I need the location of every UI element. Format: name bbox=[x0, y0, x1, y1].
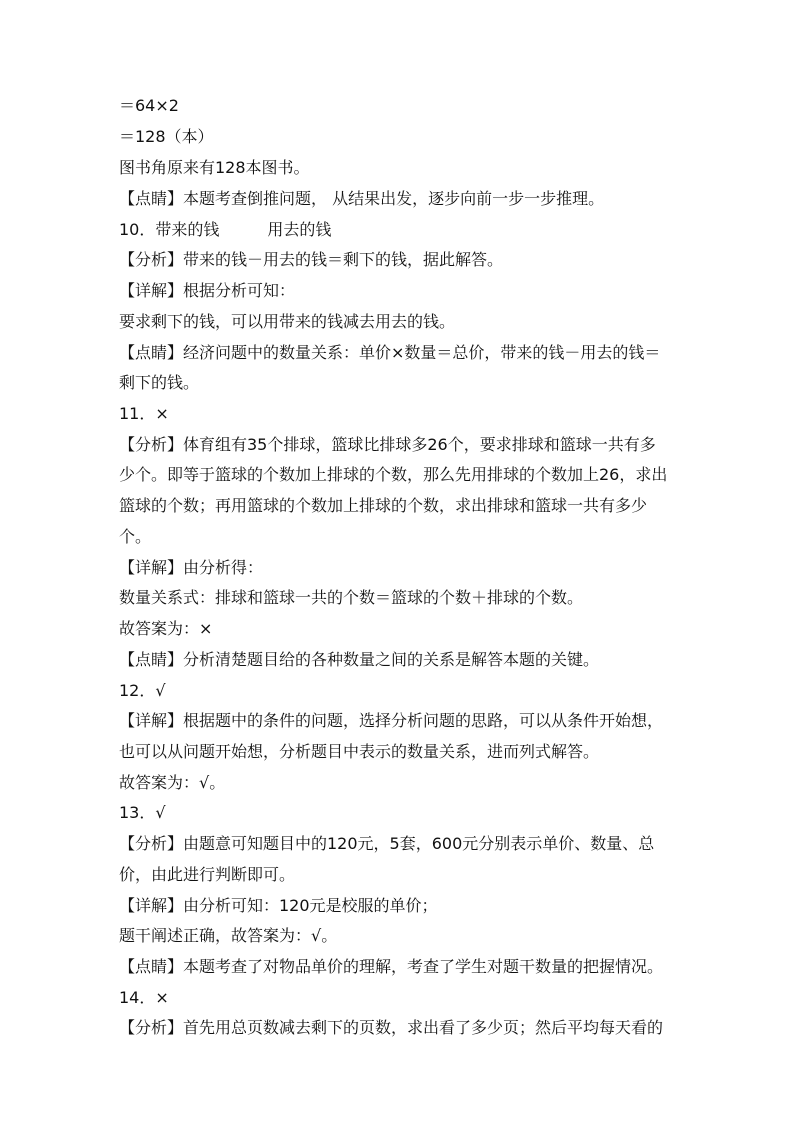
text-line: 也可以从问题开始想，分析题目中表示的数量关系，进而列式解答。 bbox=[119, 742, 600, 761]
text-line: 12．√ bbox=[119, 681, 166, 700]
text-line: 篮球的个数；再用篮球的个数加上排球的个数，求出排球和篮球一共有多少 bbox=[119, 496, 648, 515]
text-line: 【分析】由题意可知题目中的120元，5套，600元分别表示单价、数量、总 bbox=[119, 834, 655, 853]
text-line: ＝64×2 bbox=[119, 96, 179, 115]
text-line: ＝128（本） bbox=[119, 127, 214, 146]
text-line: 【详解】由分析得： bbox=[119, 558, 264, 577]
text-line: 故答案为：× bbox=[119, 619, 213, 638]
text-line: 10．带来的钱 用去的钱 bbox=[119, 220, 332, 239]
text-line: 【点睛】本题考查倒推问题， 从结果出发，逐步向前一步一步推理。 bbox=[119, 189, 605, 208]
text-line: 14．× bbox=[119, 988, 169, 1007]
text-line: 少个。即等于篮球的个数加上排球的个数，那么先用排球的个数加上26，求出 bbox=[119, 465, 668, 484]
text-line: 要求剩下的钱，可以用带来的钱减去用去的钱。 bbox=[119, 312, 456, 331]
text-line: 【详解】由分析可知：120元是校服的单价； bbox=[119, 896, 438, 915]
text-line: 图书角原来有128本图书。 bbox=[119, 158, 310, 177]
text-line: 【分析】带来的钱－用去的钱＝剩下的钱，据此解答。 bbox=[119, 250, 504, 269]
text-line: 故答案为：√。 bbox=[119, 773, 226, 792]
text-line: 【详解】根据题中的条件的问题，选择分析问题的思路，可以从条件开始想， bbox=[119, 711, 664, 730]
text-line: 剩下的钱。 bbox=[119, 373, 200, 392]
text-line: 【点睛】经济问题中的数量关系：单价×数量＝总价，带来的钱－用去的钱＝ bbox=[119, 343, 661, 362]
text-line: 【点睛】本题考查了对物品单价的理解，考查了学生对题干数量的把握情况。 bbox=[119, 957, 664, 976]
text-line: 11．× bbox=[119, 404, 169, 423]
text-line: 【分析】首先用总页数减去剩下的页数，求出看了多少页；然后平均每天看的 bbox=[119, 1018, 664, 1037]
text-line: 题干阐述正确，故答案为：√。 bbox=[119, 926, 338, 945]
text-line: 【详解】根据分析可知： bbox=[119, 281, 296, 300]
text-line: 【点睛】分析清楚题目给的各种数量之间的关系是解答本题的关键。 bbox=[119, 650, 600, 669]
text-line: 价，由此进行判断即可。 bbox=[119, 865, 296, 884]
text-line: 13．√ bbox=[119, 803, 166, 822]
text-line: 【分析】体育组有35个排球，篮球比排球多26个，要求排球和篮球一共有多 bbox=[119, 435, 656, 454]
text-line: 数量关系式：排球和篮球一共的个数＝篮球的个数＋排球的个数。 bbox=[119, 588, 584, 607]
text-line: 个。 bbox=[119, 527, 152, 546]
